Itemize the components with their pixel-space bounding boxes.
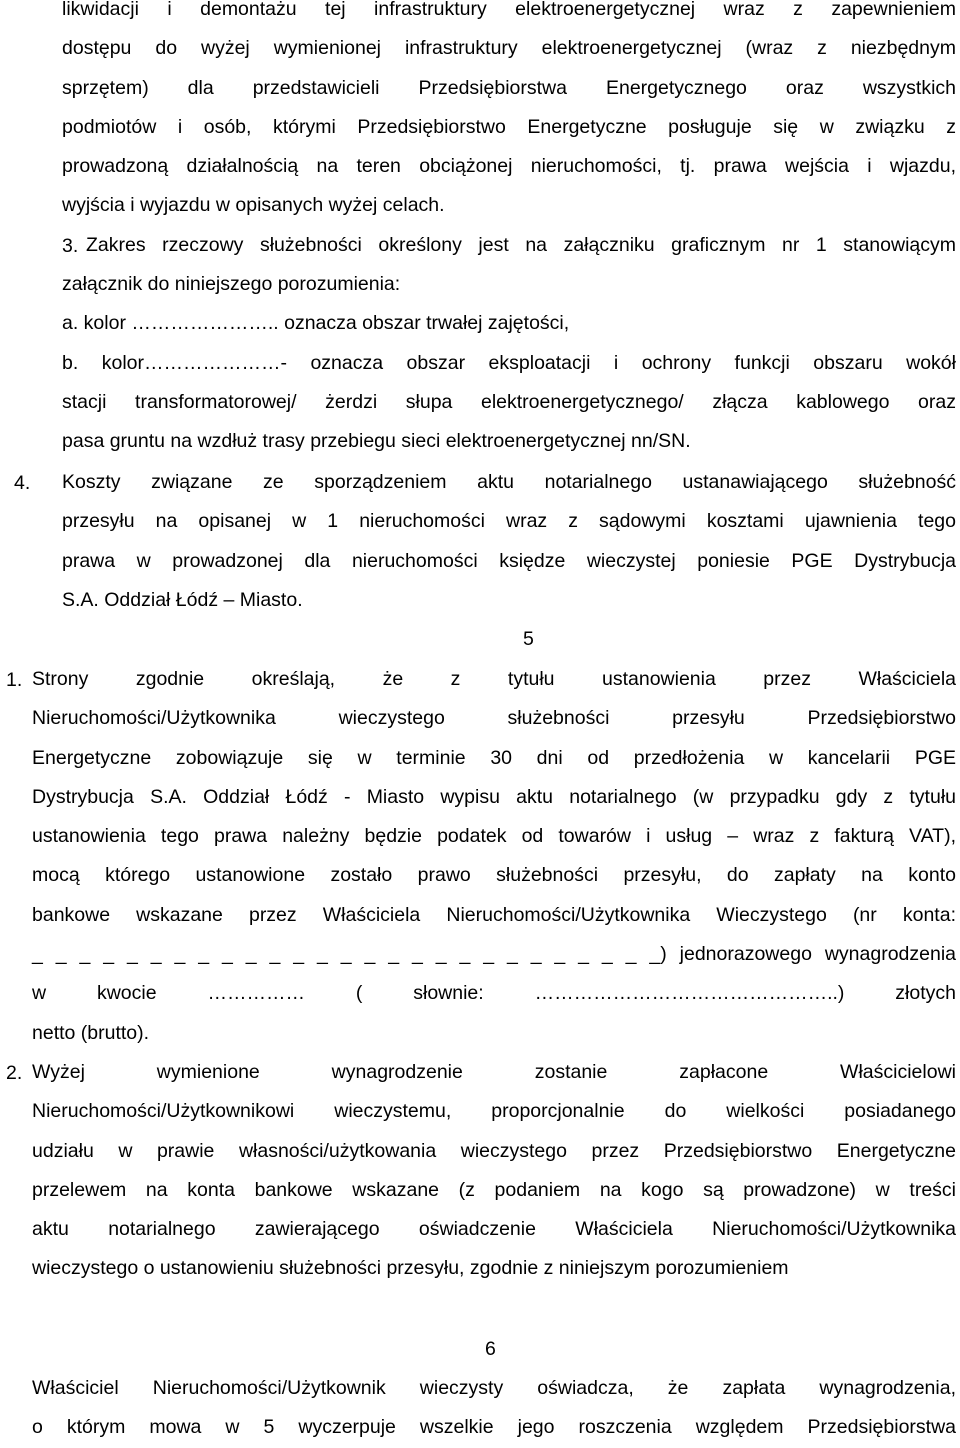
text-line: Energetyczne zobowiązuje się w terminie 30 dni od przedłożenia w kancelarii PGE (32, 746, 956, 769)
text-line: mocą którego ustanowione zostało prawo służebności przesyłu, do zapłaty na konto (32, 864, 956, 887)
text-line: przelewem na konta bankowe wskazane (z podaniem na kogo są prowadzone) w treści (32, 1178, 956, 1201)
text-line: wyjścia i wyjazdu w opisanych wyżej celach. (62, 194, 445, 217)
text-line: prawa w prowadzonej dla nieruchomości księdze wieczystej poniesie PGE Dystrybucja (62, 549, 956, 572)
section-heading: 5 (523, 628, 534, 650)
item-3 (86, 226, 956, 265)
text-line: Wyżej wymienione wynagrodzenie zostanie zapłacone Właścicielowi (32, 1061, 956, 1083)
item-number: 4. (14, 472, 31, 494)
text-line: prowadzoną działalnością na teren obciążonej nieruchomości, tj. prawa wejścia i wjazdu, (62, 155, 956, 178)
text-line: Dystrybucja S.A. Oddział Łódź - Miasto wypisu aktu notarialnego (w przypadku gdy z tytułu (32, 785, 956, 808)
text-line: Nieruchomości/Użytkownika wieczystego służebności przesyłu Przedsiębiorstwo (32, 707, 956, 730)
text-line: w kwocie …………… ( słownie: ………………………………………..) złotych (32, 982, 956, 1005)
item-3-continuation (62, 265, 956, 461)
subitem-a: a. kolor ………………….. oznacza obszar trwałej zajętości, (62, 312, 570, 335)
text-line: Koszty związane ze sporządzeniem aktu notarialnego ustanawiającego służebność (62, 471, 956, 493)
subitem-b: b. kolor…………………- oznacza obszar eksploatacji i ochrony funkcji obszaru wokół (62, 351, 956, 374)
text-line: Zakres rzeczowy służebności określony jest na załączniku graficznym nr 1 stanowiącym (86, 234, 956, 256)
text-line: stacji transformatorowej/ żerdzi słupa elektroenergetycznego/ złącza kablowego oraz (62, 390, 956, 413)
text-line: Właściciel Nieruchomości/Użytkownik wieczysty oświadcza, że zapłata wynagrodzenia, (32, 1377, 956, 1399)
item-number: 2. (6, 1062, 23, 1084)
text-line: S.A. Oddział Łódź – Miasto. (62, 588, 303, 611)
text-line: likwidacji i demontażu tej infrastruktury elektroenergetycznej wraz z zapewnieniem (62, 0, 956, 20)
text-line: sprzętem) dla przedstawicieli Przedsiębiorstwa Energetycznego oraz wszystkich (62, 76, 956, 99)
text-line: załącznik do niniejszego porozumienia: (62, 273, 401, 295)
section6-paragraph (32, 1369, 956, 1448)
text-line: Nieruchomości/Użytkownikowi wieczystemu, proporcjonalnie do wielkości posiadanego (32, 1100, 956, 1123)
item-number: 1. (6, 669, 23, 691)
text-line: pasa gruntu na wzdłuż trasy przebiegu sieci elektroenergetycznej nn/SN. (62, 430, 691, 453)
text-line: przesyłu na opisanej w 1 nieruchomości wraz z sądowymi kosztami ujawnienia tego (62, 510, 956, 533)
item-4 (62, 463, 956, 620)
item-number: 3. (62, 235, 79, 257)
text-line: wieczystego o ustanowieniu służebności przesyłu, zgodnie z niniejszym porozumieniem (32, 1257, 789, 1280)
section-heading: 6 (485, 1338, 496, 1360)
paragraph-continuation (62, 0, 956, 226)
text-line: o którym mowa w 5 wyczerpuje wszelkie jego roszczenia względem Przedsiębiorstwa (32, 1416, 956, 1439)
text-line: dostępu do wyżej wymienionej infrastruktury elektroenergetycznej (wraz z niezbędnym (62, 37, 956, 60)
section5-item-1 (32, 660, 956, 1053)
text-line: aktu notarialnego zawierającego oświadczenie Właściciela Nieruchomości/Użytkownika (32, 1218, 956, 1241)
text-line: _ _ _ _ _ _ _ _ _ _ _ _ _ _ _ _ _ _ _ _ _ _ _ _ _ _ _) jednorazowego wynagrodzenia (32, 943, 956, 966)
section5-item-2 (32, 1053, 956, 1289)
text-line: ustanowienia tego prawa należny będzie podatek od towarów i usług – wraz z fakturą VAT), (32, 825, 956, 848)
text-line: Strony zgodnie określają, że z tytułu ustanowienia przez Właściciela (32, 668, 956, 690)
text-line: netto (brutto). (32, 1021, 150, 1044)
text-line: bankowe wskazane przez Właściciela Nieruchomości/Użytkownika Wieczystego (nr konta: (32, 903, 956, 926)
text-line: podmiotów i osób, którymi Przedsiębiorstwo Energetyczne posługuje się w związku z (62, 115, 956, 138)
text-line: udziału w prawie własności/użytkowania wieczystego przez Przedsiębiorstwo Energetyczne (32, 1139, 956, 1162)
